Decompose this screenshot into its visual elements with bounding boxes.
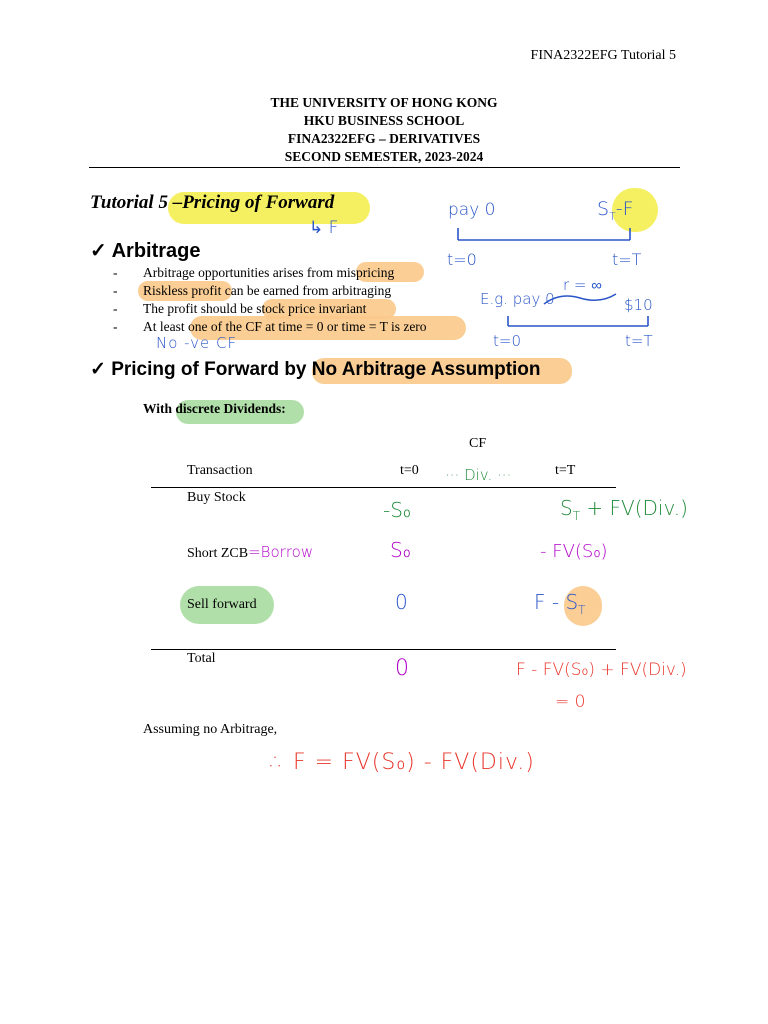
row-total-tT-eq: = 0 [555, 692, 586, 712]
row-short-zcb-tT: - FV(S₀) [540, 541, 608, 562]
header-rule [89, 167, 680, 168]
pricing-heading: ✓ Pricing of Forward by No Arbitrage Assumption [90, 359, 541, 380]
col-t0: t=0 [400, 463, 419, 478]
semester: SECOND SEMESTER, 2023-2024 [284, 149, 484, 164]
row-total-t0: 0 [395, 656, 409, 681]
arbitrage-heading-text: Arbitrage [111, 240, 201, 262]
title-note: ↳ F [309, 218, 339, 238]
table-header-rule [151, 487, 616, 488]
col-transaction: Transaction [187, 463, 253, 478]
timeline1-left-time: t=0 [447, 250, 477, 269]
bullet-item: - Arbitrage opportunities arises from mispricing [113, 265, 395, 280]
no-negative-cf-note: No -ve CF [156, 334, 238, 352]
dividends-subheading: With discrete Dividends: [143, 401, 286, 416]
check-icon: ✓ [90, 359, 106, 380]
timeline2-right-label: $10 [624, 296, 653, 314]
row-total-tT: F - FV(S₀) + FV(Div.) [516, 660, 687, 680]
cf-group-header: CF [469, 436, 487, 451]
timeline2-rate-label: r = ∞ [563, 276, 602, 294]
col-tT: t=T [555, 463, 576, 478]
tutorial-title: Tutorial 5 –Pricing of Forward [90, 192, 335, 213]
timeline2-line [500, 314, 660, 334]
conclusion-text: Assuming no Arbitrage, [143, 722, 278, 737]
bullet-item: - The profit should be stock price invariant [113, 301, 367, 316]
course-name: FINA2322EFG – DERIVATIVES [287, 131, 481, 146]
timeline1-left-label: pay 0 [448, 200, 496, 220]
row-short-zcb-label: Short ZCB=Borrow [187, 543, 314, 561]
bullet-item: - Riskless profit can be earned from arbitraging [113, 283, 392, 298]
row-buy-stock-label: Buy Stock [187, 490, 246, 505]
borrow-note: =Borrow [248, 543, 314, 561]
row-sell-forward-label: Sell forward [187, 597, 257, 612]
course-code: FINA2322EFG Tutorial 5 [530, 48, 676, 63]
arbitrage-heading [90, 238, 201, 263]
timeline2-right-time: t=T [625, 332, 653, 350]
col-dividends: ··· Div. ··· [445, 466, 512, 484]
timeline2-left-label: E.g. pay 0 [480, 290, 555, 308]
school-name: HKU BUSINESS SCHOOL [303, 113, 465, 128]
row-total-label: Total [187, 651, 216, 666]
university-name: THE UNIVERSITY OF HONG KONG [270, 95, 498, 110]
row-short-zcb-t0: S₀ [390, 538, 411, 562]
check-icon: ✓ [90, 240, 107, 262]
timeline2-left-time: t=0 [493, 332, 521, 350]
arbitrage-bullets [113, 264, 427, 336]
row-buy-stock-t0: -S₀ [383, 498, 411, 522]
row-buy-stock-tT: $S_T + FV(Div.)$ [560, 496, 688, 523]
row-sell-forward-t0: 0 [395, 590, 408, 614]
table-total-rule [151, 649, 616, 650]
row-sell-forward-tT: F - $S_T$ [534, 590, 586, 617]
timeline1-line [450, 225, 640, 250]
conclusion-formula: ∴ F = FV(S₀) - FV(Div.) [270, 750, 535, 775]
timeline1-right-time: t=T [612, 250, 642, 269]
timeline2-brace [540, 290, 620, 310]
bullet-item: - At least one of the CF at time = 0 or time = T is zero [113, 319, 427, 334]
timeline1-right-label: $S_T-F$ [597, 198, 634, 223]
